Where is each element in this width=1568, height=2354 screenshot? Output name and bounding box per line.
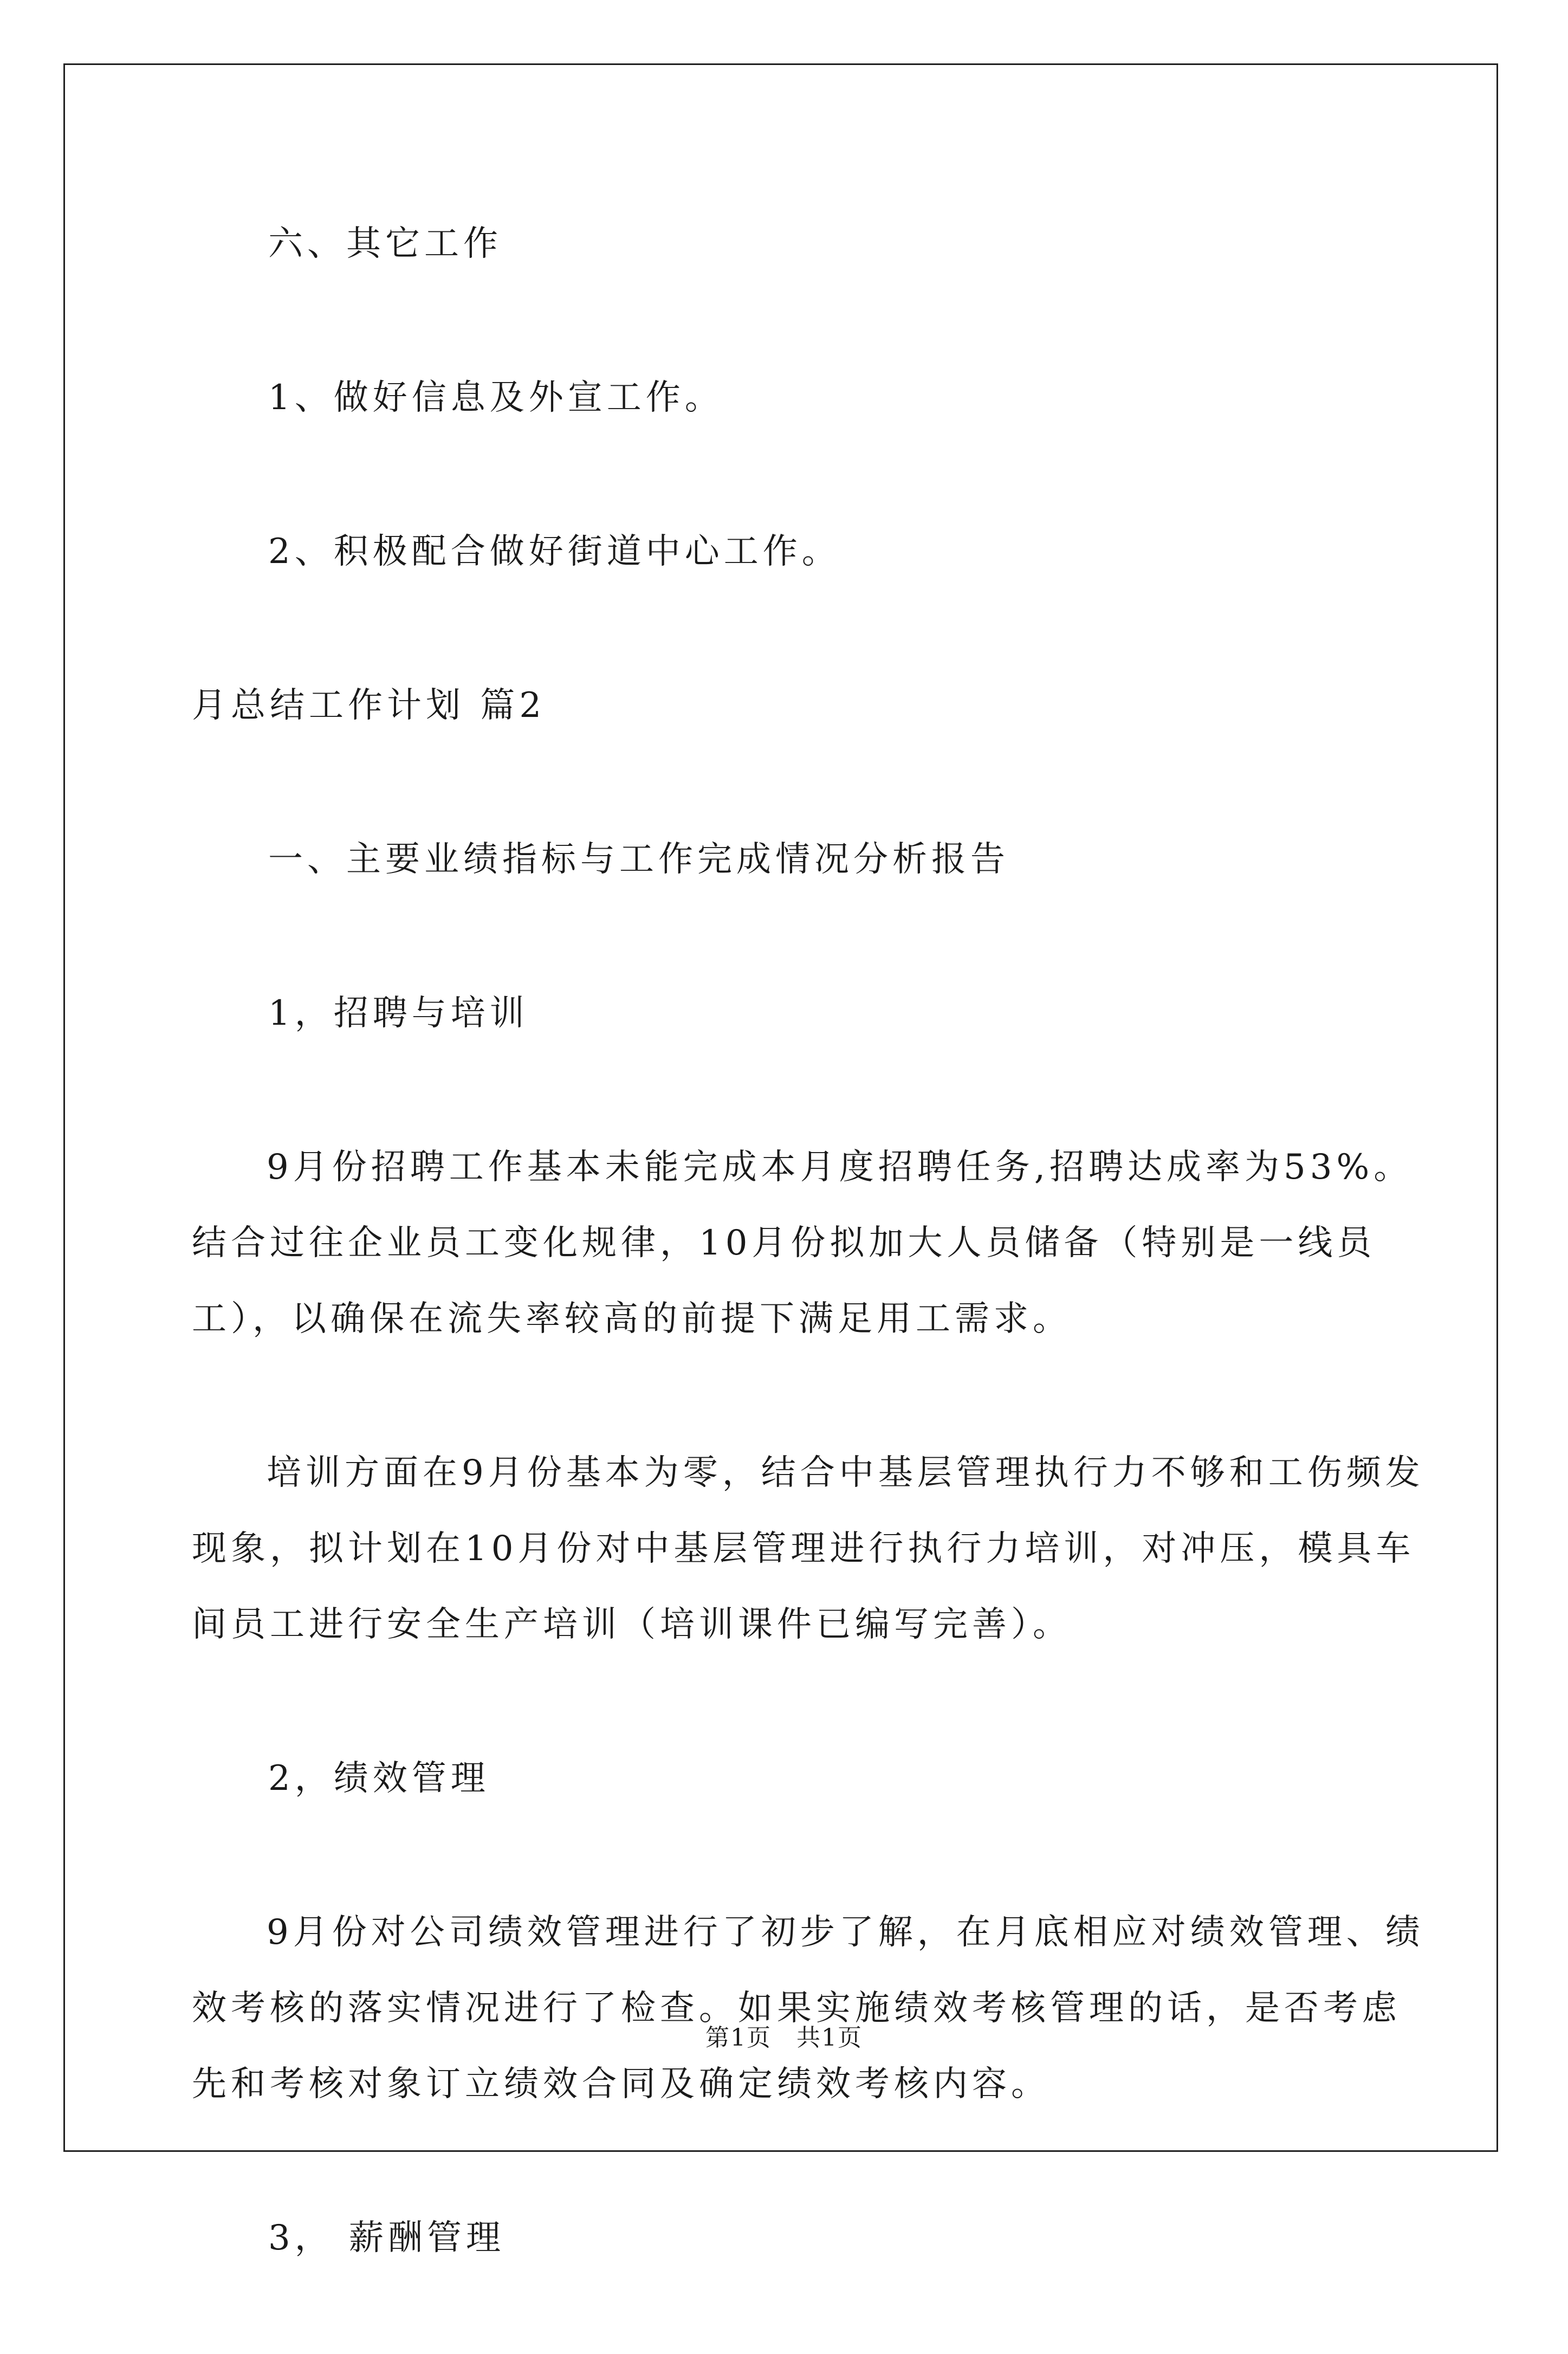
list-item-street-work: 2、积极配合做好街道中心工作。 <box>268 532 841 572</box>
subheading-performance-management: 2，绩效管理 <box>268 1758 490 1799</box>
paragraph-performance: 9月份对公司绩效管理进行了初步了解，在月底相应对绩效管理、绩效考核的落实情况进行了检查。如果实施绩效考核管理的话，是否考虑先和考核对象订立绩效合同及确定绩效考核内容。 <box>192 1912 1424 2104</box>
page-number: 第1页 共1页 <box>705 2024 863 2052</box>
subheading-recruitment: 1，招聘与培训 <box>268 993 529 1033</box>
paragraph-recruitment: 9月份招聘工作基本未能完成本月度招聘任务,招聘达成率为53%。结合过往企业员工变化规律，10月份拟加大人员储备（特别是一线员工），以确保在流失率较高的前提下满足用工需求。 <box>192 1147 1413 1339</box>
paragraph-training: 培训方面在9月份基本为零，结合中基层管理执行力不够和工伤频发现象，拟计划在10月份对中基层管理进行执行力培训，对冲压，模具车间员工进行安全生产培训（培训课件已编写完善）。 <box>192 1453 1424 1645</box>
page-footer <box>0 2018 1568 2053</box>
section-heading-performance: 一、主要业绩指标与工作完成情况分析报告 <box>268 839 1009 879</box>
list-item-publicity: 1、做好信息及外宣工作。 <box>268 378 724 418</box>
section-heading-other-work: 六、其它工作 <box>268 224 502 264</box>
article-title: 月总结工作计划 篇2 <box>192 685 546 726</box>
subheading-compensation: 3， 薪酬管理 <box>268 2218 506 2258</box>
